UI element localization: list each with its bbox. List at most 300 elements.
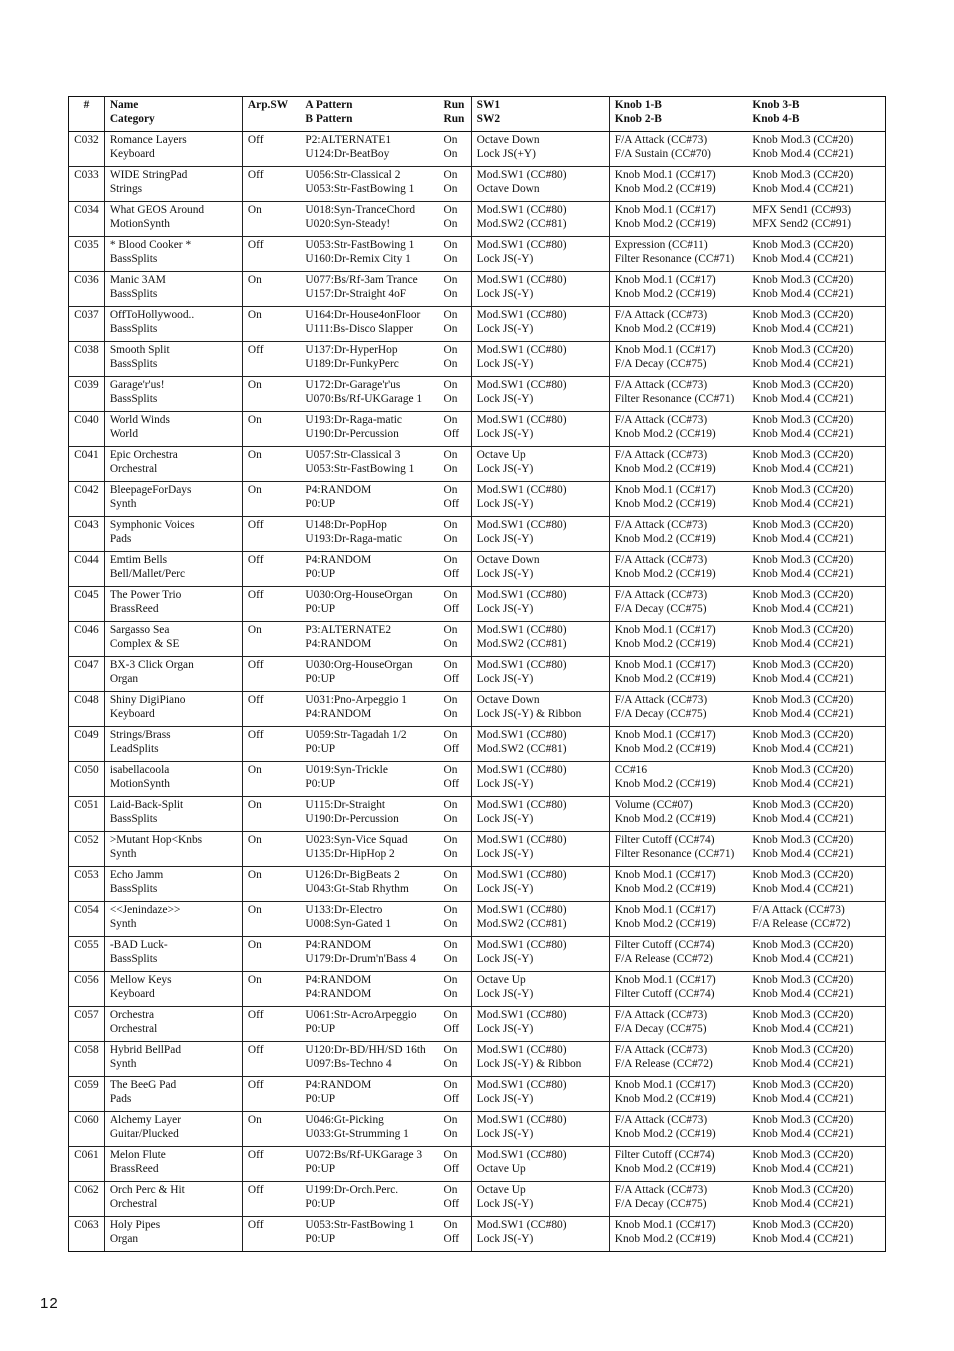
cell-arp: Off xyxy=(247,1184,264,1196)
cell-knobs-34 xyxy=(747,1042,885,1077)
cell-k1: F/A Attack (CC#73) xyxy=(614,589,708,601)
cell-name: WIDE StringPad xyxy=(109,169,188,181)
cell-name-category xyxy=(104,132,242,167)
cell-patterns xyxy=(300,482,438,517)
cell-num xyxy=(69,727,105,762)
cell-run xyxy=(438,237,471,272)
cell-k4: Knob Mod.4 (CC#21) xyxy=(752,1093,854,1106)
cell-switches xyxy=(471,237,609,272)
table-row xyxy=(69,1077,886,1112)
cell-bpat: U190:Dr-Percussion xyxy=(305,428,399,441)
cell-k1: F/A Attack (CC#73) xyxy=(614,694,708,706)
cell-arpsw xyxy=(242,587,300,622)
cell-k1: Filter Cutoff (CC#74) xyxy=(614,939,715,951)
cell-knobs-12 xyxy=(609,237,747,272)
cell-k3: Knob Mod.3 (CC#20) xyxy=(752,1219,854,1231)
cell-name-category xyxy=(104,237,242,272)
cell-name-category xyxy=(104,1217,242,1252)
cell-arpsw xyxy=(242,517,300,552)
cell-patterns xyxy=(300,622,438,657)
cell-k3: Knob Mod.3 (CC#20) xyxy=(752,344,854,356)
cell-category: Synth xyxy=(109,498,137,511)
cell-category: Pads xyxy=(109,533,132,546)
cell-knobs-34 xyxy=(747,447,885,482)
cell-sw2: Octave Down xyxy=(476,183,540,196)
cell-run xyxy=(438,587,471,622)
cell-run_b: On xyxy=(443,463,458,476)
cell-sw2: Lock JS(-Y) xyxy=(476,568,534,581)
table-header-row xyxy=(69,97,886,132)
cell-sw1: Mod.SW1 (CC#80) xyxy=(476,379,567,391)
cell-run_b: On xyxy=(443,638,458,651)
cell-arp: On xyxy=(247,379,262,391)
cell-category: BassSplits xyxy=(109,323,158,336)
cell-k4: Knob Mod.4 (CC#21) xyxy=(752,743,854,756)
cell-run_a: On xyxy=(443,309,458,321)
cell-arp: On xyxy=(247,834,262,846)
table-row xyxy=(69,1042,886,1077)
cell-sw1: Mod.SW1 (CC#80) xyxy=(476,589,567,601)
cell-run_a: On xyxy=(443,939,458,951)
cell-name-category xyxy=(104,1077,242,1112)
cell-category: MotionSynth xyxy=(109,218,170,231)
cell-arpsw xyxy=(242,1077,300,1112)
cell-patterns xyxy=(300,167,438,202)
cell-sw2: Lock JS(-Y) xyxy=(476,883,534,896)
cell-knobs-34 xyxy=(747,1217,885,1252)
cell-patterns xyxy=(300,587,438,622)
cell-patterns xyxy=(300,1217,438,1252)
cell-arpsw xyxy=(242,1007,300,1042)
cell-name-category xyxy=(104,412,242,447)
cell-sw1: Mod.SW1 (CC#80) xyxy=(476,904,567,916)
cell-k2: Knob Mod.2 (CC#19) xyxy=(614,638,716,651)
cell-sw2: Lock JS(-Y) xyxy=(476,1023,534,1036)
header-run-b: Run xyxy=(443,113,465,126)
table-row xyxy=(69,797,886,832)
table-row xyxy=(69,132,886,167)
cell-num: C041 xyxy=(74,449,99,461)
cell-bpat: P0:UP xyxy=(305,1093,336,1106)
cell-knobs-34 xyxy=(747,622,885,657)
cell-run xyxy=(438,902,471,937)
table-row xyxy=(69,377,886,412)
cell-arp: Off xyxy=(247,729,264,741)
cell-knobs-34 xyxy=(747,307,885,342)
cell-k1: F/A Attack (CC#73) xyxy=(614,414,708,426)
cell-apat: U023:Syn-Vice Squad xyxy=(305,834,408,846)
cell-knobs-12 xyxy=(609,692,747,727)
cell-run_a: On xyxy=(443,974,458,986)
cell-category: BassSplits xyxy=(109,253,158,266)
cell-knobs-12 xyxy=(609,1147,747,1182)
cell-k4: Knob Mod.4 (CC#21) xyxy=(752,358,854,371)
cell-name-category xyxy=(104,482,242,517)
header-knob3b: Knob 3-B xyxy=(752,99,800,111)
cell-switches xyxy=(471,902,609,937)
cell-k3: Knob Mod.3 (CC#20) xyxy=(752,694,854,706)
cell-arp: On xyxy=(247,939,262,951)
cell-sw2: Lock JS(-Y) xyxy=(476,848,534,861)
cell-num: C032 xyxy=(74,134,99,146)
header-name-category xyxy=(104,97,242,132)
cell-category: Orchestral xyxy=(109,1198,158,1211)
cell-num xyxy=(69,657,105,692)
cell-k1: Volume (CC#07) xyxy=(614,799,693,811)
cell-run_a: On xyxy=(443,834,458,846)
cell-num: C059 xyxy=(74,1079,99,1091)
cell-category: Pads xyxy=(109,1093,132,1106)
cell-k1: F/A Attack (CC#73) xyxy=(614,554,708,566)
cell-run_a: On xyxy=(443,519,458,531)
cell-sw2: Octave Up xyxy=(476,1163,526,1176)
cell-num xyxy=(69,692,105,727)
header-patterns xyxy=(300,97,438,132)
cell-bpat: P0:UP xyxy=(305,1233,336,1246)
cell-name-category xyxy=(104,937,242,972)
cell-k2: Knob Mod.2 (CC#19) xyxy=(614,813,716,826)
cell-k3: Knob Mod.3 (CC#20) xyxy=(752,869,854,881)
cell-run xyxy=(438,1112,471,1147)
cell-patterns xyxy=(300,1007,438,1042)
cell-num: C054 xyxy=(74,904,99,916)
cell-run xyxy=(438,1217,471,1252)
cell-sw1: Mod.SW1 (CC#80) xyxy=(476,414,567,426)
cell-knobs-12 xyxy=(609,132,747,167)
cell-category: Keyboard xyxy=(109,148,155,161)
cell-k3: Knob Mod.3 (CC#20) xyxy=(752,659,854,671)
cell-num xyxy=(69,132,105,167)
cell-k3: Knob Mod.3 (CC#20) xyxy=(752,589,854,601)
cell-run_a: On xyxy=(443,134,458,146)
cell-run_a: On xyxy=(443,344,458,356)
cell-sw2: Lock JS(-Y) xyxy=(476,953,534,966)
cell-sw2: Lock JS(-Y) xyxy=(476,358,534,371)
cell-apat: U126:Dr-BigBeats 2 xyxy=(305,869,400,881)
cell-bpat: P0:UP xyxy=(305,498,336,511)
cell-run_b: On xyxy=(443,183,458,196)
cell-apat: P4:RANDOM xyxy=(305,484,372,496)
cell-category: BassSplits xyxy=(109,953,158,966)
cell-name: OffToHollywood.. xyxy=(109,309,195,321)
cell-switches xyxy=(471,307,609,342)
cell-run_b: On xyxy=(443,953,458,966)
cell-run_b: On xyxy=(443,533,458,546)
cell-knobs-34 xyxy=(747,937,885,972)
cell-run xyxy=(438,867,471,902)
cell-apat: U059:Str-Tagadah 1/2 xyxy=(305,729,407,741)
cell-apat: U030:Org-HouseOrgan xyxy=(305,659,413,671)
cell-arp: On xyxy=(247,624,262,636)
cell-category: Orchestral xyxy=(109,1023,158,1036)
cell-sw2: Lock JS(-Y) & Ribbon xyxy=(476,708,582,721)
cell-apat: U193:Dr-Raga-matic xyxy=(305,414,402,426)
table-row xyxy=(69,937,886,972)
header-run xyxy=(438,97,471,132)
cell-category: BassSplits xyxy=(109,358,158,371)
cell-knobs-34 xyxy=(747,167,885,202)
cell-k2: Knob Mod.2 (CC#19) xyxy=(614,323,716,336)
cell-name: Emtim Bells xyxy=(109,554,168,566)
cell-category: BrassReed xyxy=(109,603,159,616)
cell-k1: Knob Mod.1 (CC#17) xyxy=(614,624,716,636)
cell-k3: Knob Mod.3 (CC#20) xyxy=(752,169,854,181)
cell-k3: Knob Mod.3 (CC#20) xyxy=(752,974,854,986)
cell-sw2: Lock JS(-Y) xyxy=(476,1093,534,1106)
cell-knobs-12 xyxy=(609,377,747,412)
cell-sw2: Lock JS(-Y) xyxy=(476,428,534,441)
cell-num: C039 xyxy=(74,379,99,391)
header-sw xyxy=(471,97,609,132)
cell-switches xyxy=(471,482,609,517)
cell-bpat: U053:Str-FastBowing 1 xyxy=(305,183,415,196)
header-arpsw: Arp.SW xyxy=(242,97,300,132)
cell-run_b: On xyxy=(443,988,458,1001)
cell-run xyxy=(438,1182,471,1217)
cell-num: C044 xyxy=(74,554,99,566)
cell-knobs-12 xyxy=(609,342,747,377)
cell-arpsw xyxy=(242,307,300,342)
header-knob12 xyxy=(609,97,747,132)
cell-run xyxy=(438,167,471,202)
cell-num xyxy=(69,902,105,937)
cell-name: Garage'r'us! xyxy=(109,379,165,391)
header-num: # xyxy=(69,97,105,132)
cell-k4: Knob Mod.4 (CC#21) xyxy=(752,183,854,196)
cell-num: C062 xyxy=(74,1184,99,1196)
cell-patterns xyxy=(300,412,438,447)
cell-run_b: Off xyxy=(443,428,460,441)
cell-name: <<Jenindaze>> xyxy=(109,904,181,916)
cell-apat: P4:RANDOM xyxy=(305,939,372,951)
cell-k3: Knob Mod.3 (CC#20) xyxy=(752,1114,854,1126)
cell-bpat: U033:Gt-Strumming 1 xyxy=(305,1128,409,1141)
cell-run_b: On xyxy=(443,708,458,721)
cell-sw1: Octave Up xyxy=(476,449,526,461)
cell-sw1: Octave Down xyxy=(476,694,540,706)
cell-k4: Knob Mod.4 (CC#21) xyxy=(752,1023,854,1036)
cell-run_b: Off xyxy=(443,1023,460,1036)
cell-num xyxy=(69,1042,105,1077)
cell-run xyxy=(438,657,471,692)
table-row xyxy=(69,342,886,377)
cell-sw2: Mod.SW2 (CC#81) xyxy=(476,743,567,756)
cell-name-category xyxy=(104,972,242,1007)
cell-k3: F/A Attack (CC#73) xyxy=(752,904,845,916)
cell-k3: Knob Mod.3 (CC#20) xyxy=(752,274,854,286)
cell-apat: U030:Org-HouseOrgan xyxy=(305,589,413,601)
cell-arpsw xyxy=(242,132,300,167)
cell-patterns xyxy=(300,1077,438,1112)
cell-bpat: U097:Bs-Techno 4 xyxy=(305,1058,392,1071)
cell-apat: U133:Dr-Electro xyxy=(305,904,383,916)
cell-switches xyxy=(471,1217,609,1252)
cell-k3: Knob Mod.3 (CC#20) xyxy=(752,134,854,146)
cell-bpat: U008:Syn-Gated 1 xyxy=(305,918,392,931)
table-row xyxy=(69,167,886,202)
cell-num: C037 xyxy=(74,309,99,321)
cell-switches xyxy=(471,447,609,482)
cell-name: World Winds xyxy=(109,414,170,426)
cell-k1: F/A Attack (CC#73) xyxy=(614,519,708,531)
cell-name-category xyxy=(104,342,242,377)
cell-run_b: On xyxy=(443,918,458,931)
cell-k2: Knob Mod.2 (CC#19) xyxy=(614,568,716,581)
cell-run xyxy=(438,832,471,867)
cell-num: C040 xyxy=(74,414,99,426)
cell-k4: Knob Mod.4 (CC#21) xyxy=(752,568,854,581)
cell-category: Organ xyxy=(109,1233,139,1246)
cell-arp: On xyxy=(247,1114,262,1126)
cell-name: Sargasso Sea xyxy=(109,624,170,636)
cell-k4: Knob Mod.4 (CC#21) xyxy=(752,148,854,161)
cell-name-category xyxy=(104,552,242,587)
cell-name: Manic 3AM xyxy=(109,274,166,286)
cell-name: -BAD Luck- xyxy=(109,939,168,951)
cell-bpat: P0:UP xyxy=(305,1163,336,1176)
cell-name: isabellacoola xyxy=(109,764,170,776)
cell-k2: F/A Decay (CC#75) xyxy=(614,1023,707,1036)
cell-sw1: Mod.SW1 (CC#80) xyxy=(476,1219,567,1231)
cell-category: BassSplits xyxy=(109,883,158,896)
cell-k4: Knob Mod.4 (CC#21) xyxy=(752,638,854,651)
cell-k4: MFX Send2 (CC#91) xyxy=(752,218,852,231)
cell-run_a: On xyxy=(443,904,458,916)
cell-arp: On xyxy=(247,274,262,286)
cell-arpsw xyxy=(242,447,300,482)
cell-sw1: Mod.SW1 (CC#80) xyxy=(476,729,567,741)
cell-run xyxy=(438,1042,471,1077)
cell-k4: Knob Mod.4 (CC#21) xyxy=(752,813,854,826)
cell-knobs-12 xyxy=(609,902,747,937)
cell-bpat: P0:UP xyxy=(305,778,336,791)
cell-run xyxy=(438,447,471,482)
cell-apat: P4:RANDOM xyxy=(305,554,372,566)
cell-run xyxy=(438,272,471,307)
cell-name: Hybrid BellPad xyxy=(109,1044,182,1056)
cell-switches xyxy=(471,657,609,692)
cell-switches xyxy=(471,1042,609,1077)
cell-arp: On xyxy=(247,764,262,776)
cell-knobs-34 xyxy=(747,517,885,552)
header-sw1: SW1 xyxy=(476,99,501,111)
cell-knobs-34 xyxy=(747,1112,885,1147)
cell-knobs-12 xyxy=(609,937,747,972)
cell-k4: Knob Mod.4 (CC#21) xyxy=(752,988,854,1001)
cell-category: Complex & SE xyxy=(109,638,180,651)
cell-k3: Knob Mod.3 (CC#20) xyxy=(752,1009,854,1021)
cell-run_b: Off xyxy=(443,778,460,791)
cell-category: BassSplits xyxy=(109,393,158,406)
cell-k1: Knob Mod.1 (CC#17) xyxy=(614,169,716,181)
cell-name-category xyxy=(104,622,242,657)
cell-k1: Knob Mod.1 (CC#17) xyxy=(614,344,716,356)
program-table xyxy=(68,96,886,1252)
table-row xyxy=(69,902,886,937)
cell-knobs-12 xyxy=(609,1007,747,1042)
cell-num xyxy=(69,937,105,972)
cell-k2: Knob Mod.2 (CC#19) xyxy=(614,778,716,791)
cell-patterns xyxy=(300,972,438,1007)
cell-arp: Off xyxy=(247,1149,264,1161)
cell-apat: U061:Str-AcroArpeggio xyxy=(305,1009,417,1021)
cell-run_a: On xyxy=(443,589,458,601)
cell-bpat: U179:Dr-Drum'n'Bass 4 xyxy=(305,953,416,966)
cell-bpat: U043:Gt-Stab Rhythm xyxy=(305,883,409,896)
cell-run_a: On xyxy=(443,1079,458,1091)
cell-apat: U077:Bs/Rf-3am Trance xyxy=(305,274,418,286)
cell-knobs-12 xyxy=(609,622,747,657)
cell-category: World xyxy=(109,428,139,441)
cell-switches xyxy=(471,762,609,797)
cell-sw1: Octave Up xyxy=(476,974,526,986)
cell-num: C061 xyxy=(74,1149,99,1161)
cell-patterns xyxy=(300,832,438,867)
cell-category: LeadSplits xyxy=(109,743,159,756)
cell-k3: Knob Mod.3 (CC#20) xyxy=(752,484,854,496)
cell-apat: U120:Dr-BD/HH/SD 16th xyxy=(305,1044,426,1056)
cell-arpsw xyxy=(242,412,300,447)
table-row xyxy=(69,482,886,517)
cell-name-category xyxy=(104,657,242,692)
cell-k4: Knob Mod.4 (CC#21) xyxy=(752,288,854,301)
cell-patterns xyxy=(300,132,438,167)
cell-run xyxy=(438,797,471,832)
cell-arpsw xyxy=(242,832,300,867)
cell-name-category xyxy=(104,272,242,307)
cell-name-category xyxy=(104,727,242,762)
cell-arpsw xyxy=(242,482,300,517)
header-category: Category xyxy=(109,113,155,126)
cell-name: Alchemy Layer xyxy=(109,1114,181,1126)
cell-k4: Knob Mod.4 (CC#21) xyxy=(752,533,854,546)
cell-arpsw xyxy=(242,622,300,657)
cell-name: Shiny DigiPiano xyxy=(109,694,186,706)
cell-sw1: Mod.SW1 (CC#80) xyxy=(476,1044,567,1056)
cell-run_a: On xyxy=(443,799,458,811)
cell-run_b: On xyxy=(443,323,458,336)
cell-sw2: Lock JS(-Y) xyxy=(476,533,534,546)
cell-name-category xyxy=(104,1147,242,1182)
cell-knobs-12 xyxy=(609,1112,747,1147)
cell-sw2: Lock JS(-Y) xyxy=(476,988,534,1001)
cell-k3: Knob Mod.3 (CC#20) xyxy=(752,799,854,811)
cell-num xyxy=(69,237,105,272)
table-row xyxy=(69,727,886,762)
cell-knobs-12 xyxy=(609,552,747,587)
cell-sw2: Lock JS(-Y) xyxy=(476,673,534,686)
cell-run_a: On xyxy=(443,554,458,566)
cell-sw1: Mod.SW1 (CC#80) xyxy=(476,344,567,356)
cell-run_b: On xyxy=(443,1128,458,1141)
cell-k1: F/A Attack (CC#73) xyxy=(614,1184,708,1196)
cell-knobs-12 xyxy=(609,167,747,202)
cell-num xyxy=(69,377,105,412)
cell-sw2: Lock JS(-Y) xyxy=(476,393,534,406)
cell-name: * Blood Cooker * xyxy=(109,239,192,251)
cell-k2: F/A Sustain (CC#70) xyxy=(614,148,711,161)
cell-patterns xyxy=(300,342,438,377)
cell-patterns xyxy=(300,272,438,307)
cell-switches xyxy=(471,937,609,972)
cell-category: Organ xyxy=(109,673,139,686)
cell-num xyxy=(69,622,105,657)
cell-k3: Knob Mod.3 (CC#20) xyxy=(752,414,854,426)
cell-name: Orch Perc & Hit xyxy=(109,1184,185,1196)
cell-k1: F/A Attack (CC#73) xyxy=(614,1009,708,1021)
cell-knobs-12 xyxy=(609,202,747,237)
cell-k2: Knob Mod.2 (CC#19) xyxy=(614,498,716,511)
